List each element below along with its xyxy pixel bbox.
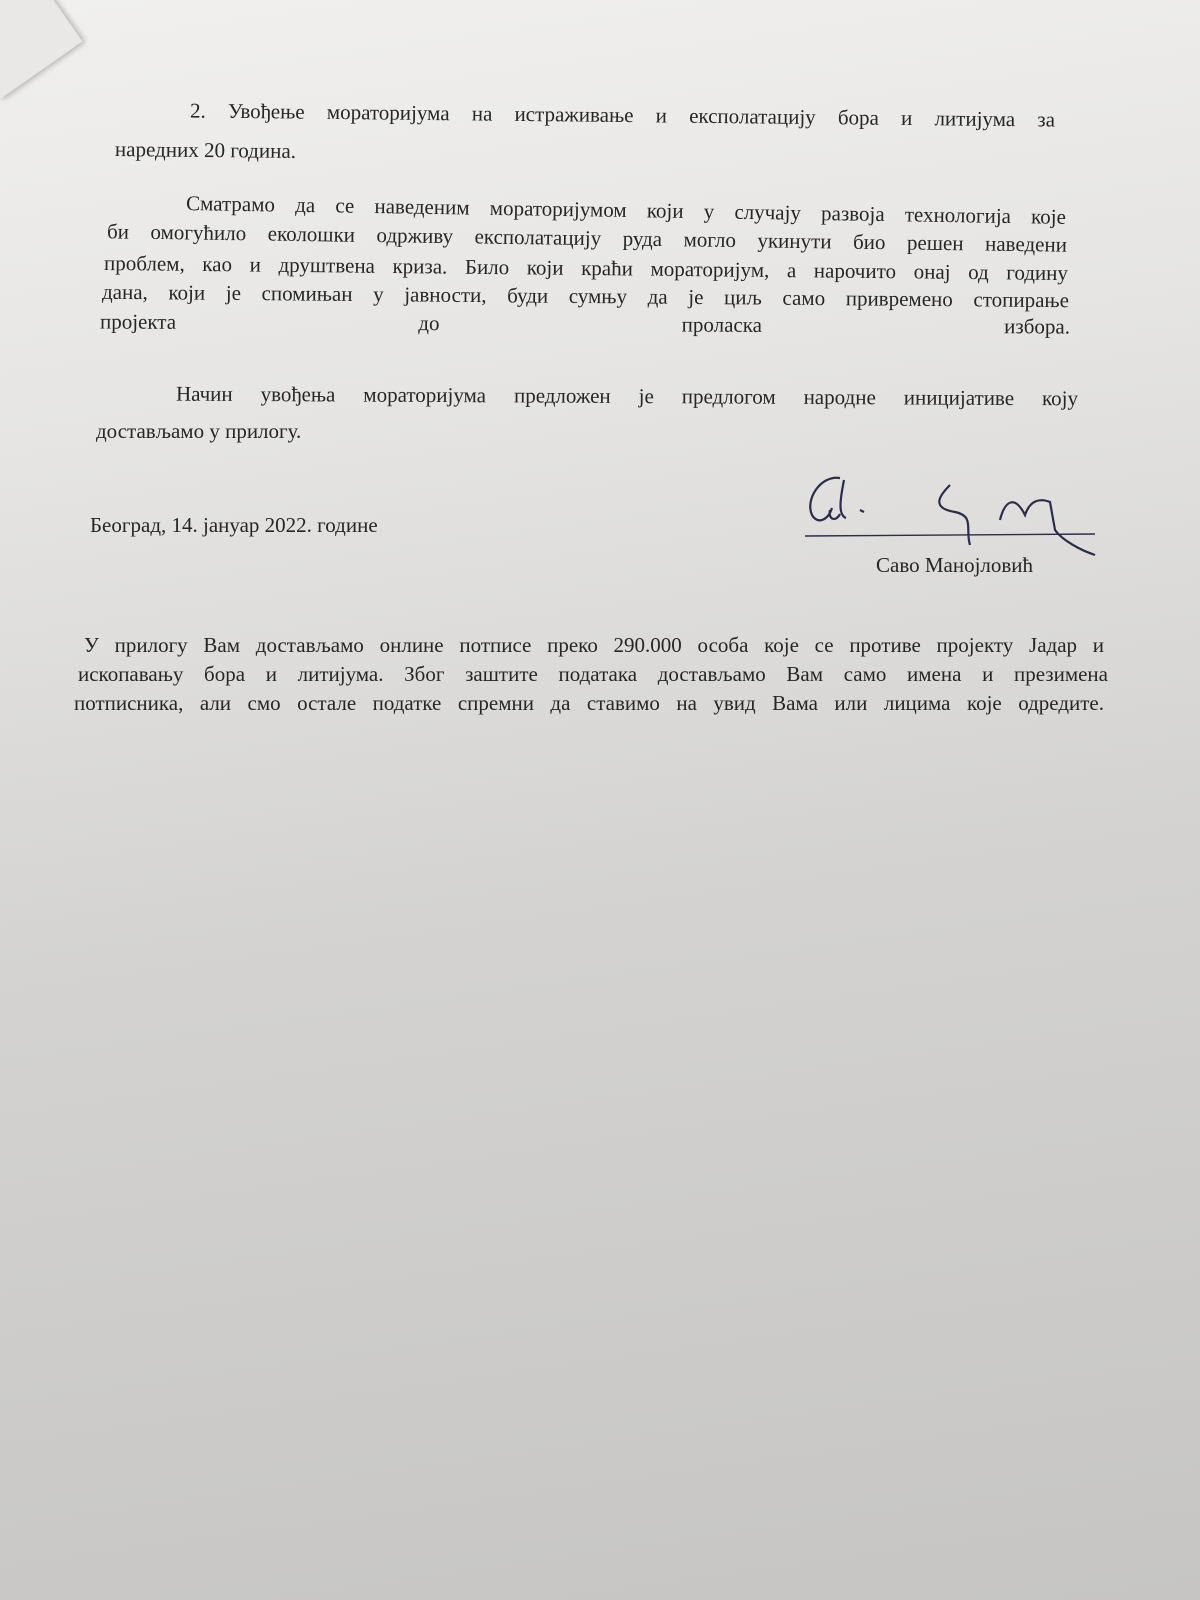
- text-line: У прилогу Вам достављамо онлине потписе преко 290.000 особа које се противе пројекту Јадар и: [84, 633, 1104, 657]
- text-line: ископавању бора и литијума. Због заштите података достављамо Вам само имена и презимена: [78, 662, 1108, 686]
- text-line: достављамо у прилогу.: [96, 419, 302, 443]
- text-line: би омогућило еколошки одрживу експолатацију руда могло укинути био решен наведени: [106, 219, 1068, 257]
- signatory-name: Саво Манојловић: [876, 553, 1034, 577]
- date-place: Београд, 14. јануар 2022. године: [90, 513, 378, 537]
- text-line: 2. Увођење мораторијума на истраживање и експолатацију бора и литијума за: [189, 98, 1056, 132]
- underlying-page-corner: [0, 0, 83, 99]
- text-line: потписника, али смо остале податке спремни да ставимо на увид Вама или лицима које одредите.: [74, 691, 1104, 715]
- text-line: проблем, као и друштвена криза. Било који краћи мораторијум, а нарочито онај од годину: [103, 250, 1069, 286]
- text-line: наредних 20 година.: [114, 137, 297, 163]
- text-line: пројекта до проласка избора.: [99, 309, 1071, 339]
- signature: [800, 470, 1100, 560]
- text-line: дана, који је спомињан у јавности, буди сумњу да је циљ само привремено стопирање: [101, 279, 1070, 313]
- text-line: Сматрамо да се наведеним мораторијумом који у случају развоја технологија које: [185, 191, 1067, 229]
- text-line: Начин увођења мораторијума предложен је предлогом народне иницијативе коју: [175, 381, 1079, 411]
